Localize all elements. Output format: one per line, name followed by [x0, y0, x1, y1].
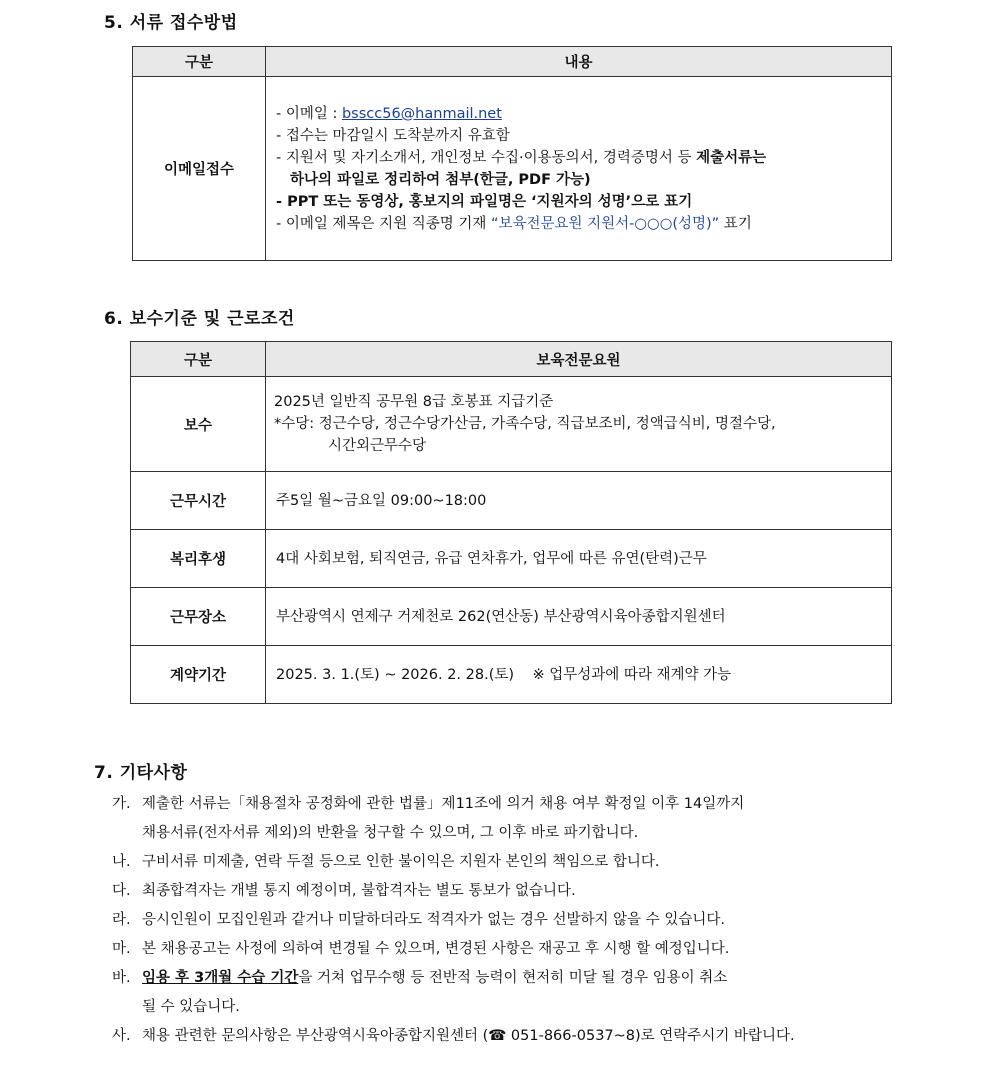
submission-table: [132, 46, 892, 261]
item-marker: 다.: [112, 883, 131, 899]
conditions-table: [130, 341, 892, 704]
email-prefix: - 이메일 :: [276, 105, 342, 122]
list-item: [112, 1022, 902, 1051]
list-item: [112, 906, 902, 935]
item-text: 최종합격자는 개별 통지 예정이며, 불합격자는 별도 통보가 없습니다.: [142, 883, 576, 899]
list-item: [112, 964, 902, 1022]
deadline-line: - 접수는 마감일시 도착분까지 유효함: [276, 127, 510, 144]
item-marker: 사.: [112, 1028, 131, 1044]
documents-bold: 제출서류는: [696, 149, 767, 166]
location-value: 부산광역시 연제구 거제천로 262(연산동) 부산광역시육아종합지원센터: [266, 588, 892, 646]
salary-line-3: 시간외근무수당: [328, 438, 427, 454]
section6-title: 6. 보수기준 및 근로조건: [104, 309, 295, 329]
section7-title: 7. 기타사항: [94, 763, 188, 783]
list-item: [112, 877, 902, 906]
documents-line: [276, 147, 891, 169]
email-content: [266, 77, 892, 261]
subject-line: [276, 213, 891, 235]
subject-text: - 이메일 제목은 지원 직종명 기재: [276, 215, 491, 232]
row-label-benefits: 복리후생: [131, 530, 266, 588]
item-text-cont: 될 수 있습니다.: [142, 999, 240, 1015]
list-item: [112, 848, 902, 877]
list-item: [112, 935, 902, 964]
documents-text: - 지원서 및 자기소개서, 개인정보 수집·이용동의서, 경력증명서 등: [276, 149, 697, 166]
item-marker: 나.: [112, 854, 131, 870]
item-marker: 가.: [112, 796, 131, 812]
row-label-salary: 보수: [131, 377, 266, 472]
email-link[interactable]: bsscc56@hanmail.net: [341, 105, 502, 122]
filename-line: - PPT 또는 동영상, 홍보지의 파일명은 ‘지원자의 성명’으로 표기: [276, 193, 693, 210]
item-text-cont: 채용서류(전자서류 제외)의 반환을 청구할 수 있으며, 그 이후 바로 파기합니다.: [142, 825, 639, 841]
email-line: [276, 103, 891, 125]
header-category: 구분: [131, 342, 266, 377]
item-marker: 바.: [112, 970, 131, 986]
row-label-email: 이메일접수: [133, 77, 266, 261]
hours-value: 주5일 월~금요일 09:00~18:00: [266, 472, 892, 530]
misc-items-list: [112, 790, 902, 1051]
salary-line-2: *수당: 정근수당, 정근수당가산금, 가족수당, 직급보조비, 정액급식비, 명절수당,: [274, 416, 776, 432]
item-text: 구비서류 미제출, 연락 두절 등으로 인한 불이익은 지원자 본인의 책임으로 합니다.: [142, 854, 660, 870]
list-item: [112, 790, 902, 848]
salary-content: [266, 377, 892, 472]
section5-title: 5. 서류 접수방법: [104, 13, 238, 33]
row-label-hours: 근무시간: [131, 472, 266, 530]
probation-emphasis: 임용 후 3개월 수습 기간: [142, 970, 299, 986]
subject-format: “보육전문요원 지원서-○○○(성명)”: [490, 215, 720, 232]
row-label-location: 근무장소: [131, 588, 266, 646]
item-text: 본 채용공고는 사정에 의하여 변경될 수 있으며, 변경된 사항은 재공고 후 시행 할 예정입니다.: [142, 941, 730, 957]
subject-suffix: 표기: [719, 215, 752, 232]
item-marker: 마.: [112, 941, 131, 957]
item-marker: 라.: [112, 912, 131, 928]
header-position: 보육전문요원: [266, 342, 892, 377]
item-text: 채용 관련한 문의사항은 부산광역시육아종합지원센터 (☎ 051-866-0537~8)로 연락주시기 바랍니다.: [142, 1028, 795, 1044]
item-text: [142, 964, 902, 993]
header-content: 내용: [266, 47, 892, 77]
probation-text: 을 거쳐 업무수행 등 전반적 능력이 현저히 미달 될 경우 임용이 취소: [298, 970, 728, 986]
item-text: 응시인원이 모집인원과 같거나 미달하더라도 적격자가 없는 경우 선발하지 않을 수 있습니다.: [142, 912, 725, 928]
header-category: 구분: [133, 47, 266, 77]
row-label-contract: 계약기간: [131, 646, 266, 704]
single-file-line: 하나의 파일로 정리하여 첨부(한글, PDF 가능): [290, 171, 591, 188]
benefits-value: 4대 사회보험, 퇴직연금, 유급 연차휴가, 업무에 따른 유연(탄력)근무: [266, 530, 892, 588]
contract-value: 2025. 3. 1.(토) ~ 2026. 2. 28.(토) ※ 업무성과에 따라 재계약 가능: [266, 646, 892, 704]
item-text: 제출한 서류는「채용절차 공정화에 관한 법률」제11조에 의거 채용 여부 확정일 이후 14일까지: [142, 796, 745, 812]
salary-line-1: 2025년 일반직 공무원 8급 호봉표 지급기준: [274, 394, 554, 410]
